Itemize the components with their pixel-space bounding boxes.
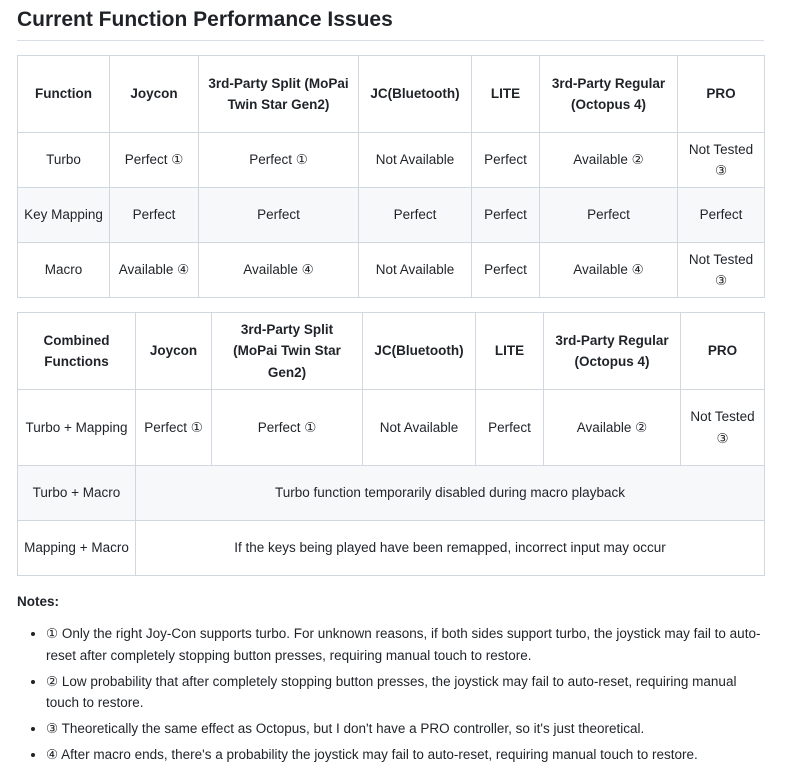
table-cell: Perfect	[110, 188, 199, 243]
note-item: • ② Low probability that after completely stopping button presses, the joystick may fail to auto-reset, requiring manual touch to restore.	[46, 671, 764, 714]
page-title: Current Function Performance Issues	[17, 0, 764, 41]
table-cell: Perfect	[472, 133, 540, 188]
header-jc-bluetooth: JC(Bluetooth)	[363, 313, 476, 390]
table-cell: Available ④	[199, 243, 359, 298]
notes-list	[17, 623, 764, 766]
table-row	[18, 243, 765, 298]
header-pro: PRO	[678, 56, 765, 133]
combined-functions-table	[17, 312, 765, 576]
table-cell: Available ④	[110, 243, 199, 298]
header-3rd-party-split: 3rd-Party Split (MoPai Twin Star Gen2)	[212, 313, 363, 390]
table-cell: Perfect	[199, 188, 359, 243]
row-label: Turbo	[18, 133, 110, 188]
table-cell: Not Available	[359, 133, 472, 188]
table-header-row	[18, 313, 765, 390]
row-label: Key Mapping	[18, 188, 110, 243]
table-cell: Available ②	[544, 390, 681, 466]
header-joycon: Joycon	[110, 56, 199, 133]
table-cell: Available ④	[540, 243, 678, 298]
table-cell: Perfect ①	[212, 390, 363, 466]
function-table	[17, 55, 765, 298]
table-cell: Perfect	[476, 390, 544, 466]
table-cell: Not Tested ③	[681, 390, 765, 466]
table-header-row	[18, 56, 765, 133]
table-cell: Perfect	[678, 188, 765, 243]
table-row	[18, 188, 765, 243]
header-function: Function	[18, 56, 110, 133]
note-item: • ④ After macro ends, there's a probability the joystick may fail to auto-reset, requiring manual touch to restore.	[46, 744, 764, 766]
table-row	[18, 133, 765, 188]
table-cell: Perfect	[472, 243, 540, 298]
table-cell: Perfect	[472, 188, 540, 243]
header-jc-bluetooth: JC(Bluetooth)	[359, 56, 472, 133]
header-lite: LITE	[472, 56, 540, 133]
merged-cell: Turbo function temporarily disabled during macro playback	[136, 466, 765, 521]
row-label: Macro	[18, 243, 110, 298]
header-pro: PRO	[681, 313, 765, 390]
table-row	[18, 521, 765, 576]
header-combined-functions: Combined Functions	[18, 313, 136, 390]
header-lite: LITE	[476, 313, 544, 390]
header-3rd-party-regular: 3rd-Party Regular (Octopus 4)	[540, 56, 678, 133]
merged-cell: If the keys being played have been remapped, incorrect input may occur	[136, 521, 765, 576]
table-cell: Not Tested ③	[678, 243, 765, 298]
table-cell: Perfect	[359, 188, 472, 243]
row-label: Mapping + Macro	[18, 521, 136, 576]
table-cell: Perfect	[540, 188, 678, 243]
table-cell: Perfect ①	[199, 133, 359, 188]
header-3rd-party-regular: 3rd-Party Regular (Octopus 4)	[544, 313, 681, 390]
table-cell: Available ②	[540, 133, 678, 188]
row-label: Turbo + Mapping	[18, 390, 136, 466]
table-cell: Not Available	[359, 243, 472, 298]
row-label: Turbo + Macro	[18, 466, 136, 521]
table-row	[18, 466, 765, 521]
note-item: • ③ Theoretically the same effect as Octopus, but I don't have a PRO controller, so it's just theoretical.	[46, 718, 764, 740]
notes-heading: Notes:	[17, 594, 60, 609]
table-cell: Not Tested ③	[678, 133, 765, 188]
header-3rd-party-split: 3rd-Party Split (MoPai Twin Star Gen2)	[199, 56, 359, 133]
note-item: • ① Only the right Joy-Con supports turbo. For unknown reasons, if both sides support turbo, the joystick may fail to auto-reset after completely stopping button presses, requiring manual touch to restore.	[46, 623, 764, 666]
table-cell: Perfect ①	[136, 390, 212, 466]
table-cell: Not Available	[363, 390, 476, 466]
header-joycon: Joycon	[136, 313, 212, 390]
table-row	[18, 390, 765, 466]
table-cell: Perfect ①	[110, 133, 199, 188]
